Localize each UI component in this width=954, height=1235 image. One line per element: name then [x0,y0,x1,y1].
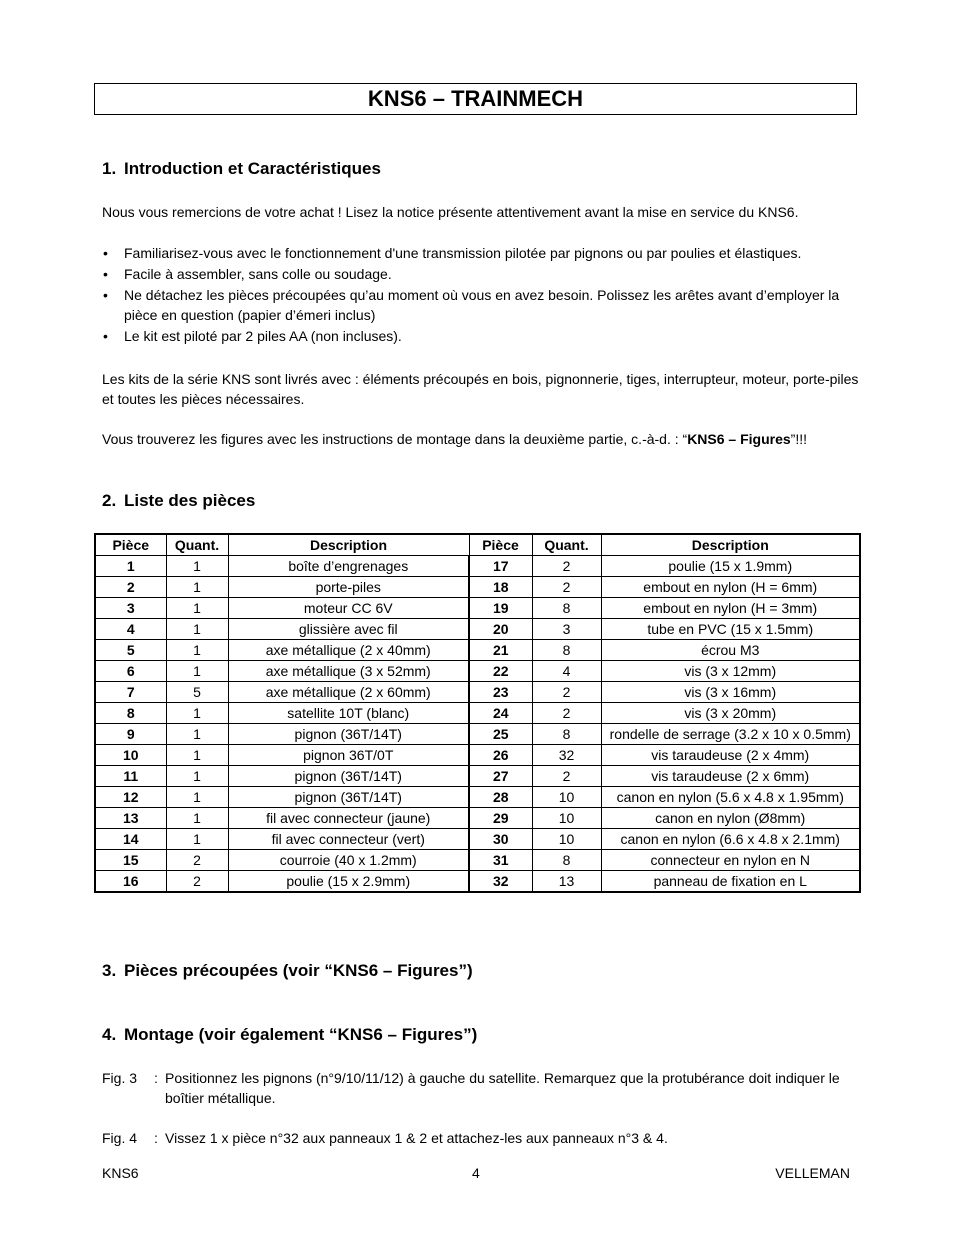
table-cell: 27 [469,766,532,787]
table-cell: 1 [166,766,228,787]
table-cell: axe métallique (2 x 60mm) [228,682,469,703]
table-cell: 1 [166,808,228,829]
bullet-icon: • [103,266,108,282]
figures-reference: KNS6 – Figures [687,431,791,447]
list-item: • Ne détachez les pièces précoupées qu’au moment où vous en avez besoin. Polissez les arêtes avant d’employer la pièce en question (papier d’émeri inclus) [103,287,840,323]
table-header-row [95,534,860,556]
table-cell: vis taraudeuse (2 x 6mm) [601,766,860,787]
table-cell: 28 [469,787,532,808]
table-cell: 13 [532,871,601,893]
footer-page-number: 4 [472,1165,480,1181]
table-row [95,808,860,829]
table-cell: 17 [469,556,532,577]
section-title: Montage (voir également “KNS6 – Figures”) [124,1025,478,1044]
table-cell: 19 [469,598,532,619]
fig-text: Positionnez les pignons (n°9/10/11/12) à gauche du satellite. Remarquez que la protubérance doit indiquer le boîtier métallique. [165,1070,840,1106]
table-cell: 2 [166,850,228,871]
column-header: Quant. [532,534,601,556]
section-number: 2. [102,491,117,510]
table-cell: 21 [469,640,532,661]
list-item: • Familiarisez-vous avec le fonctionnement d'une transmission pilotée par pignons ou par poulies et élastiques. [103,245,802,261]
table-cell: vis (3 x 16mm) [601,682,860,703]
table-cell: fil avec connecteur (vert) [228,829,469,850]
table-cell: 5 [95,640,166,661]
table-cell: 1 [166,640,228,661]
table-cell: canon en nylon (5.6 x 4.8 x 1.95mm) [601,787,860,808]
table-cell: 7 [95,682,166,703]
table-cell: vis (3 x 12mm) [601,661,860,682]
table-cell: pignon (36T/14T) [228,766,469,787]
table-cell: moteur CC 6V [228,598,469,619]
footer-left: KNS6 [102,1165,139,1181]
table-cell: 1 [95,556,166,577]
table-cell: fil avec connecteur (jaune) [228,808,469,829]
table-cell: 32 [532,745,601,766]
table-cell: 5 [166,682,228,703]
parts-table-body [95,556,860,893]
table-cell: 1 [166,829,228,850]
list-item: • Le kit est piloté par 2 piles AA (non incluses). [103,328,402,344]
table-cell: 8 [95,703,166,724]
table-cell: rondelle de serrage (3.2 x 10 x 0.5mm) [601,724,860,745]
table-row [95,766,860,787]
bullet-icon: • [103,245,108,261]
table-row [95,556,860,577]
table-cell: 1 [166,703,228,724]
column-header: Quant. [166,534,228,556]
section-number: 3. [102,961,117,980]
table-cell: courroie (40 x 1.2mm) [228,850,469,871]
table-cell: boîte d’engrenages [228,556,469,577]
table-cell: poulie (15 x 1.9mm) [601,556,860,577]
table-cell: 9 [95,724,166,745]
table-cell: connecteur en nylon en N [601,850,860,871]
column-header: Description [601,534,860,556]
fig-label: Fig. 3 [102,1070,138,1086]
table-cell: 14 [95,829,166,850]
table-cell: pignon 36T/0T [228,745,469,766]
section-title: Pièces précoupées (voir “KNS6 – Figures”) [124,961,473,980]
fig-separator: : [154,1130,158,1146]
parts-table [94,533,861,893]
fig-separator: : [154,1070,158,1086]
table-row [95,682,860,703]
section-number: 1. [102,159,117,178]
table-row [95,724,860,745]
table-cell: 2 [95,577,166,598]
fig-instruction [102,1068,862,1108]
page-title: KNS6 – TRAINMECH [94,83,857,115]
table-cell: 2 [532,766,601,787]
table-cell: 1 [166,787,228,808]
table-cell: 10 [532,808,601,829]
table-cell: axe métallique (3 x 52mm) [228,661,469,682]
table-cell: 1 [166,556,228,577]
table-cell: 1 [166,577,228,598]
table-cell: 29 [469,808,532,829]
table-row [95,598,860,619]
table-cell: 24 [469,703,532,724]
table-cell: porte-piles [228,577,469,598]
feature-list [102,243,862,347]
table-cell: 25 [469,724,532,745]
column-header: Pièce [469,534,532,556]
table-cell: 8 [532,598,601,619]
table-row [95,745,860,766]
table-cell: 26 [469,745,532,766]
table-cell: axe métallique (2 x 40mm) [228,640,469,661]
section-title: Liste des pièces [124,491,256,510]
section-heading-precut [102,960,473,982]
table-cell: glissière avec fil [228,619,469,640]
table-cell: 8 [532,724,601,745]
table-cell: 32 [469,871,532,893]
table-cell: 1 [166,598,228,619]
list-item: • Facile à assembler, sans colle ou soudage. [103,266,392,282]
table-row [95,640,860,661]
table-row [95,787,860,808]
table-cell: tube en PVC (15 x 1.5mm) [601,619,860,640]
table-cell: poulie (15 x 2.9mm) [228,871,469,893]
table-cell: 1 [166,619,228,640]
table-cell: 2 [166,871,228,893]
table-cell: écrou M3 [601,640,860,661]
table-cell: pignon (36T/14T) [228,724,469,745]
section-number: 4. [102,1025,117,1044]
table-row [95,619,860,640]
table-cell: panneau de fixation en L [601,871,860,893]
table-cell: 22 [469,661,532,682]
table-cell: 4 [95,619,166,640]
table-cell: 10 [532,787,601,808]
kits-paragraph: Les kits de la série KNS sont livrés avec : éléments précoupés en bois, pignonnerie, tiges, interrupteur, moteur, porte-piles et toutes les pièces nécessaires. [102,371,859,407]
table-cell: 1 [166,724,228,745]
table-row [95,577,860,598]
table-row [95,871,860,893]
table-cell: 30 [469,829,532,850]
fig-instruction [102,1128,862,1148]
table-cell: vis taraudeuse (2 x 4mm) [601,745,860,766]
figures-note: Vous trouverez les figures avec les instructions de montage dans la deuxième partie, c.-à-d. : “KNS6 – Figures”!!! [102,431,808,447]
fig-label: Fig. 4 [102,1130,138,1146]
table-row [95,850,860,871]
table-cell: 2 [532,556,601,577]
table-cell: 8 [532,640,601,661]
table-cell: 6 [95,661,166,682]
table-cell: 20 [469,619,532,640]
table-cell: 2 [532,703,601,724]
table-cell: 4 [532,661,601,682]
bullet-icon: • [103,328,108,344]
section-heading-parts [102,490,255,512]
table-cell: 10 [532,829,601,850]
table-cell: 15 [95,850,166,871]
table-row [95,703,860,724]
section-heading-intro [102,158,381,180]
table-cell: pignon (36T/14T) [228,787,469,808]
section-heading-assembly [102,1024,477,1046]
table-cell: satellite 10T (blanc) [228,703,469,724]
fig-text: Vissez 1 x pièce n°32 aux panneaux 1 & 2 et attachez-les aux panneaux n°3 & 4. [165,1130,668,1146]
table-cell: canon en nylon (Ø8mm) [601,808,860,829]
table-cell: 16 [95,871,166,893]
table-cell: 2 [532,577,601,598]
table-cell: 3 [532,619,601,640]
section-title: Introduction et Caractéristiques [124,159,381,178]
table-cell: 11 [95,766,166,787]
table-cell: vis (3 x 20mm) [601,703,860,724]
table-cell: 23 [469,682,532,703]
intro-paragraph: Nous vous remercions de votre achat ! Lisez la notice présente attentivement avant la mise en service du KNS6. [102,204,799,220]
table-cell: canon en nylon (6.6 x 4.8 x 2.1mm) [601,829,860,850]
table-row [95,661,860,682]
table-cell: 2 [532,682,601,703]
table-cell: 12 [95,787,166,808]
table-cell: 18 [469,577,532,598]
bullet-icon: • [103,287,108,303]
table-cell: 1 [166,661,228,682]
column-header: Pièce [95,534,166,556]
footer-right: VELLEMAN [775,1165,850,1181]
table-cell: 3 [95,598,166,619]
column-header: Description [228,534,469,556]
table-cell: 1 [166,745,228,766]
table-cell: 31 [469,850,532,871]
table-cell: 8 [532,850,601,871]
table-cell: 10 [95,745,166,766]
table-cell: embout en nylon (H = 3mm) [601,598,860,619]
table-cell: 13 [95,808,166,829]
table-row [95,829,860,850]
table-cell: embout en nylon (H = 6mm) [601,577,860,598]
